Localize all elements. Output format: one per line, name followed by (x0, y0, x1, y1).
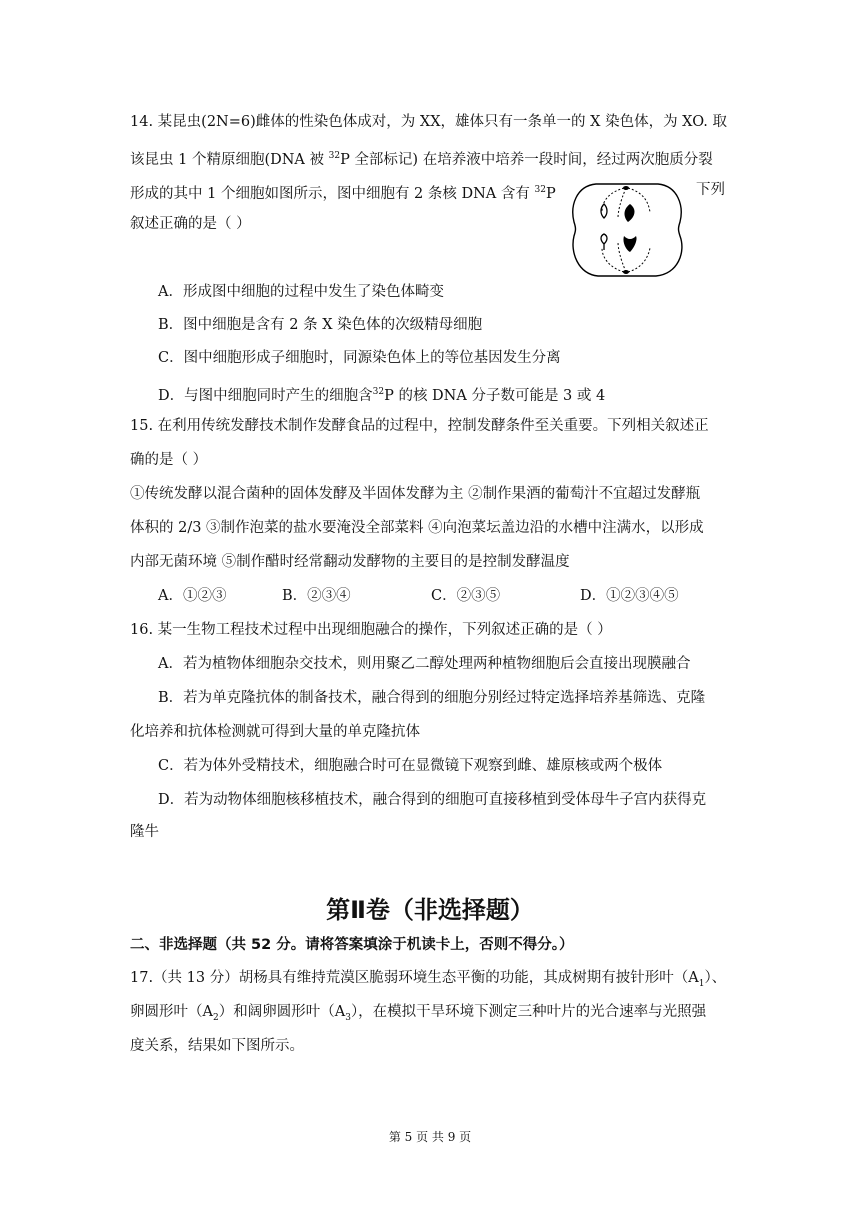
q14-stem-line4: 叙述正确的是（ ） (130, 216, 251, 232)
q14-stem-line2: 该昆虫 1 个精原细胞(DNA 被 $^{32}$P 全部标记) 在培养液中培养一段时间，经过两次胞质分裂 (130, 151, 713, 168)
q17-stem-line2: 卵圆形叶$(A_2)$和阔卵圆形叶$(A_3)$，在模拟干旱环境下测定三种叶片的光合速率与光照强 (130, 1004, 707, 1023)
cell-division-figure (566, 178, 688, 280)
q17-stem-line1: 17.（共 13 分）胡杨具有维持荒漠区脆弱环境生态平衡的功能，其成树期有披针形叶$(A_1)$、 (130, 970, 727, 989)
q16-stem: 16. 某一生物工程技术过程中出现细胞融合的操作，下列叙述正确的是（ ） (130, 622, 612, 638)
cell-membrane (573, 184, 682, 276)
q15-statement-line3: 内部无菌环境 ⑤制作醋时经常翻动发酵物的主要目的是控制发酵温度 (130, 554, 570, 570)
q15-option-d: D．①②③④⑤ (580, 588, 679, 604)
q15-stem-line1: 15. 在利用传统发酵技术制作发酵食品的过程中，控制发酵条件至关重要。下列相关叙述正 (130, 418, 709, 434)
q14-stem-line3-tail: 下列 (696, 182, 725, 198)
q16-option-b-line2: 化培养和抗体检测就可得到大量的单克隆抗体 (130, 724, 420, 740)
centrosome-bottom (623, 270, 629, 274)
q17-stem-line3: 度关系，结果如下图所示。 (130, 1038, 304, 1054)
part2-title: 第Ⅱ卷（非选择题） (326, 896, 534, 924)
page-footer: 第 5 页 共 9 页 (388, 1130, 472, 1144)
q16-option-c: C．若为体外受精技术，细胞融合时可在显微镜下观察到雌、雄原核或两个极体 (158, 758, 663, 774)
centrosome-top (623, 186, 629, 190)
q16-option-b-line1: B．若为单克隆抗体的制备技术，融合得到的细胞分别经过特定选择培养基筛选、克隆 (158, 690, 706, 706)
q14-option-c: C．图中细胞形成子细胞时，同源染色体上的等位基因发生分离 (158, 350, 561, 366)
part2-section-heading: 二、非选择题（共 52 分。请将答案填涂于机读卡上，否则不得分。） (130, 937, 574, 953)
q16-option-d-line1: D．若为动物体细胞核移植技术，融合得到的细胞可直接移植到受体母牛子宫内获得克 (158, 792, 707, 808)
q14-option-a: A．形成图中细胞的过程中发生了染色体畸变 (158, 284, 444, 300)
q14-stem-line3: 形成的其中 1 个细胞如图所示，图中细胞有 2 条核 DNA 含有 $^{32}$P (130, 185, 556, 202)
q16-option-a: A．若为植物体细胞杂交技术，则用聚乙二醇处理两种植物细胞后会直接出现膜融合 (158, 656, 691, 672)
q15-option-c: C．②③⑤ (431, 588, 501, 604)
q15-option-b: B．②③④ (282, 588, 351, 604)
spindle-fibers (602, 188, 650, 272)
q14-option-d: D．与图中细胞同时产生的细胞含$^{32}$P 的核 DNA 分子数可能是 3 或 4 (158, 387, 606, 404)
q15-statement-line1: ①传统发酵以混合菌种的固体发酵及半固体发酵为主 ②制作果酒的葡萄汁不宜超过发酵瓶 (130, 486, 701, 502)
q14-option-b: B．图中细胞是含有 2 条 X 染色体的次级精母细胞 (158, 317, 483, 333)
q16-option-d-line2: 隆牛 (130, 824, 159, 840)
q15-option-a: A．①②③ (158, 588, 227, 604)
q14-stem-line1: 14. 某昆虫(2N=6)雌体的性染色体成对，为 XX，雄体只有一条单一的 X 染色体，为 XO. 取 (130, 114, 727, 130)
q15-stem-line2: 确的是（ ） (130, 452, 208, 468)
q15-statement-line2: 体积的 2/3 ③制作泡菜的盐水要淹没全部菜料 ④向泡菜坛盖边沿的水槽中注满水，以形成 (130, 520, 704, 536)
